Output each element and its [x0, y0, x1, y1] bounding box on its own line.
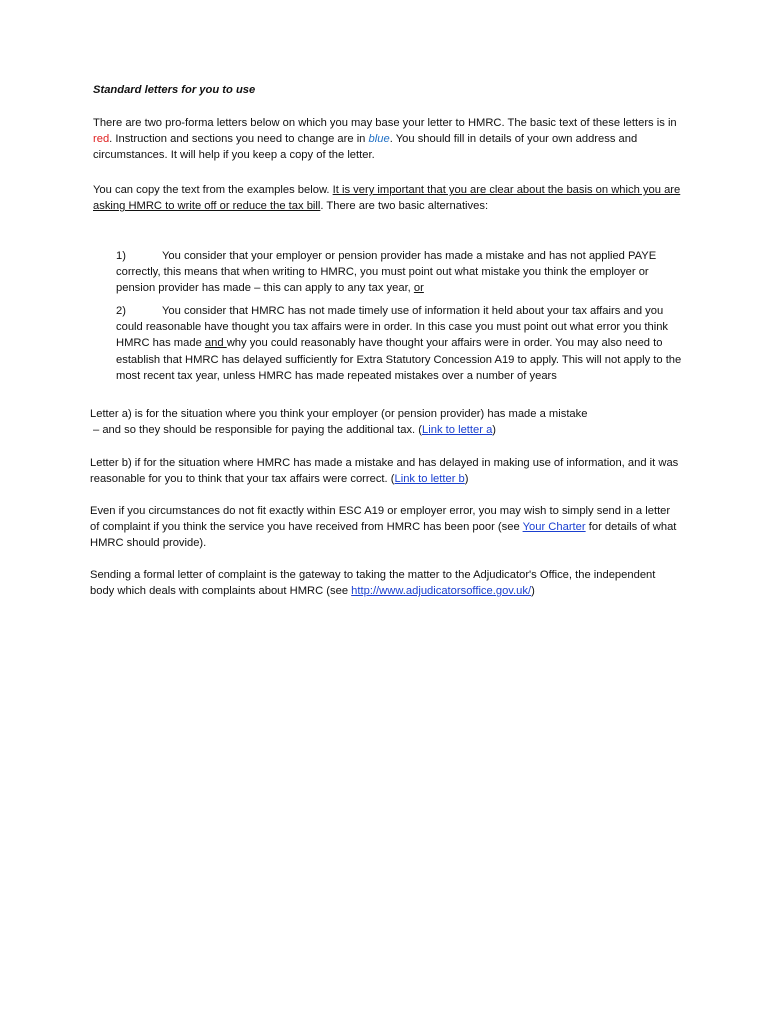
- complaint-text-1: Even if you circumstances do not fit exactly within ESC A19 or employer error, you may wish to simply send in a letter of complaint if you think the service you have received from HMRC has been poor (see: [90, 505, 671, 534]
- item-number: 1): [116, 250, 126, 262]
- formal-text: Sending a formal letter of complaint is the gateway to taking the matter to the Adjudicator's Office, the independent body which deals with complaints about HMRC (see: [90, 569, 656, 598]
- item-and: and: [204, 337, 227, 350]
- item-text: You consider that HMRC has not made timely use of information it held about your tax affairs and you could reasonable have thought you tax affairs were in order. In this case you must point out what error you think HMRC has made: [116, 305, 669, 350]
- copy-text-1: You can copy the text from the examples below.: [93, 184, 333, 196]
- item-number: 2): [116, 305, 126, 317]
- red-word: red: [93, 133, 110, 146]
- letter-b-paragraph: Letter b) if for the situation where HMRC has made a mistake and has delayed in making use of information, and it was reasonable for you to think that your tax affairs were correct. (Link to letter b): [90, 457, 679, 486]
- important-note: It is very important that you are clear about the basis on which you are asking HMRC to write off or reduce the tax bill: [93, 184, 681, 213]
- letter-b-text: Letter b) if for the situation where HMRC has made a mistake and has delayed in making use of information, and it was reasonable for you to think that your tax affairs were correct. (: [90, 457, 679, 486]
- intro-paragraph: [93, 115, 683, 164]
- link-your-charter[interactable]: Your Charter: [522, 521, 586, 534]
- link-letter-a[interactable]: Link to letter a: [422, 424, 493, 437]
- copy-text-2: . There are two basic alternatives:: [320, 200, 489, 213]
- letter-a-line-1: Letter a) is for the situation where you think your employer (or pension provider) has made a mistake: [90, 408, 588, 420]
- item-text: You consider that your employer or pension provider has made a mistake and has not applied PAYE correctly, this means that when writing to HMRC, you must point out what mistake you think the employer or pension provider has made – this can apply to any tax year,: [116, 250, 657, 295]
- item-text-continued: why you could reasonably have thought your affairs were in order. You may also need to establish that HMRC has delayed sufficiently for Extra Statutory Concession A19 to apply. This will not apply to the most recent tax year, unless HMRC has made repeated mistakes over a number of years: [116, 337, 682, 382]
- complaint-text-2: for details of what HMRC should provide).: [90, 521, 677, 550]
- link-adjudicators-office[interactable]: http://www.adjudicatorsoffice.gov.uk/: [351, 585, 532, 598]
- copy-paragraph: [93, 182, 683, 214]
- blue-word: blue: [368, 133, 390, 146]
- letter-a-paragraph: [90, 406, 680, 438]
- intro-text-2: . Instruction and sections you need to change are in: [109, 133, 369, 146]
- document-heading: Standard letters for you to use: [93, 84, 256, 96]
- intro-text-1: There are two pro-forma letters below on which you may base your letter to HMRC. The basic text of these letters is in: [93, 117, 677, 129]
- alternative-item-1: [116, 248, 684, 297]
- alternative-item-2: [116, 303, 684, 384]
- formal-complaint-paragraph: Sending a formal letter of complaint is the gateway to taking the matter to the Adjudicator's Office, the independent body which deals with complaints about HMRC (see http://www.adjudicatorsoffice.gov.uk/): [90, 569, 656, 598]
- letter-a-line-2: – and so they should be responsible for paying the additional tax. (Link to letter a): [93, 424, 497, 437]
- complaint-paragraph: [90, 503, 680, 552]
- link-letter-b[interactable]: Link to letter b: [394, 473, 465, 486]
- intro-text-3: . You should fill in details of your own address and circumstances. It will help if you keep a copy of the letter.: [93, 133, 638, 162]
- item-or: or: [413, 282, 424, 295]
